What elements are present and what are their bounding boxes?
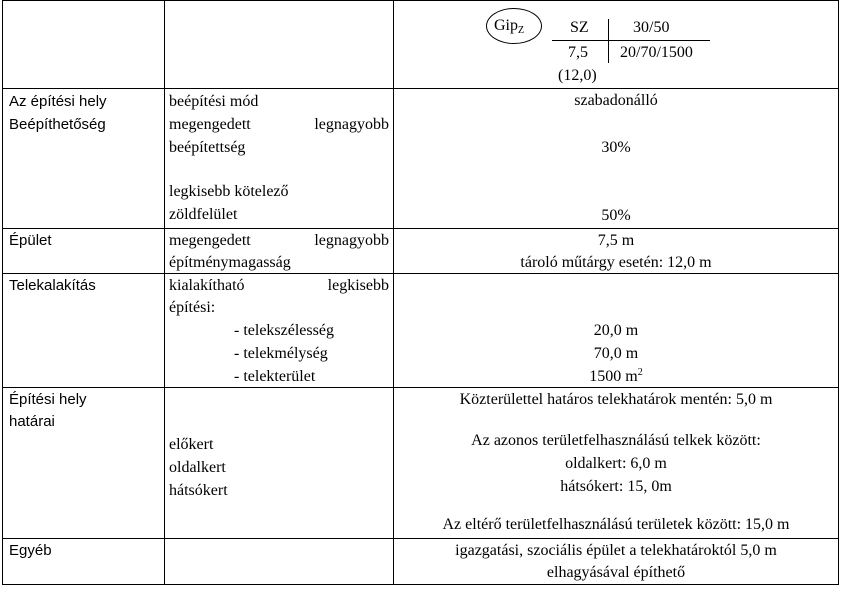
- row-category: Az építési hely: [9, 93, 107, 110]
- param-label: építési:: [169, 299, 216, 316]
- row-divider: [2, 228, 839, 229]
- table-border-top: [2, 0, 839, 1]
- param-value: 1500 $m^2$: [589, 367, 643, 385]
- param-label: hátsókert: [169, 482, 228, 499]
- formula-divider: [608, 19, 609, 63]
- zone-code: Gip$_Z$: [494, 17, 525, 36]
- param-label: legkisebb kötelező: [169, 183, 289, 200]
- param-label: megengedett legnagyobb: [169, 232, 389, 249]
- row-divider: [2, 88, 839, 89]
- height-alt-value: (12,0): [558, 67, 597, 84]
- height-value: 7,5: [568, 44, 588, 61]
- table-border-left: [2, 0, 3, 585]
- row-divider: [2, 538, 839, 539]
- param-value: 50%: [601, 207, 631, 224]
- row-category: Beépíthetőség: [9, 116, 106, 133]
- param-label: oldalkert: [169, 459, 226, 476]
- param-value: 70,0 m: [593, 345, 639, 362]
- row-category: Épület: [9, 232, 52, 249]
- param-value: tároló műtárgy esetén: 12,0 m: [520, 254, 712, 271]
- plot-values: 20/70/1500: [620, 44, 693, 61]
- param-label: - telekterület: [234, 368, 316, 385]
- building-mode-code: SZ: [570, 19, 589, 36]
- param-value: elhagyásával építhető: [546, 564, 686, 581]
- param-value: Az azonos területfelhasználású telkek között:: [471, 432, 761, 449]
- param-value: Az eltérő területfelhasználású területek között: 15,0 m: [442, 516, 790, 533]
- row-divider: [2, 273, 839, 274]
- param-value: szabadonálló: [574, 92, 658, 109]
- table-border-bottom: [2, 584, 839, 585]
- param-label: kialakítható legkisebb: [169, 277, 389, 294]
- param-value: igazgatási, szociális épület a telekhatároktól 5,0 m: [455, 542, 777, 559]
- param-value: hátsókert: 15, 0m: [560, 478, 672, 495]
- table-border-right: [838, 0, 839, 585]
- param-label: beépítési mód: [169, 93, 259, 110]
- built-green-ratio: 30/50: [633, 19, 670, 36]
- param-value: 30%: [601, 139, 631, 156]
- param-label: építménymagasság: [169, 254, 291, 271]
- param-value: oldalkert: 6,0 m: [565, 455, 667, 472]
- row-category: Építési hely: [9, 391, 87, 408]
- param-label: - telekmélység: [234, 345, 328, 362]
- column-divider: [164, 0, 165, 585]
- formula-fraction-line: [552, 40, 710, 41]
- param-label: beépítettség: [169, 139, 246, 156]
- param-label: előkert: [169, 436, 214, 453]
- param-label: megengedett legnagyobb: [169, 116, 389, 133]
- param-value: 7,5 m: [597, 232, 635, 249]
- row-category: Telekalakítás: [9, 277, 96, 294]
- row-category: határai: [9, 413, 55, 430]
- param-label: zöldfelület: [169, 206, 238, 223]
- param-value: Közterülettel határos telekhatárok mentén: 5,0 m: [459, 391, 773, 408]
- row-divider: [2, 387, 839, 388]
- param-value: 20,0 m: [593, 322, 639, 339]
- column-divider: [393, 0, 394, 585]
- param-label: - telekszélesség: [234, 322, 334, 339]
- row-category: Egyéb: [9, 542, 52, 559]
